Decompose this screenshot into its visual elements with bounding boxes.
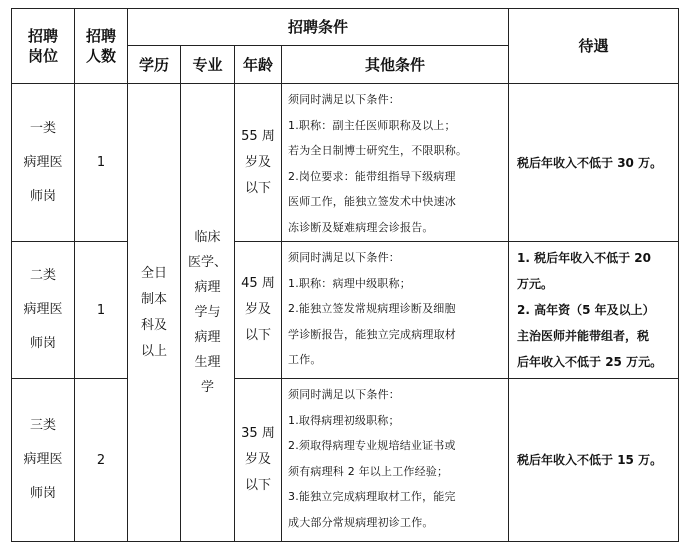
header-major: 专业 [181,46,235,84]
post-line: 师岗 [29,188,56,204]
major-cell [181,84,235,542]
age-line: 岁及 [244,154,271,170]
condition-line: 成大部分常规病理初诊工作。 [288,515,434,529]
major-line: 临床 [194,230,221,245]
age-cell [235,379,282,542]
benefit-line: 主治医师并能带组者，税 [517,329,650,343]
benefit-cell [509,84,679,242]
major-line: 病理 [194,330,221,345]
count-cell: 1 [75,84,128,242]
condition-line: 须同时满足以下条件： [288,93,400,106]
post-line: 病理医 [23,452,63,467]
table-row [12,379,679,542]
header-edu: 学历 [128,46,181,84]
header-count-line: 人数 [85,47,116,65]
age-line: 45 周 [241,276,275,291]
condition-line: 2.能独立签发常规病理诊断及细胞 [288,302,456,315]
header-post-line: 岗位 [27,47,58,65]
post-line: 二类 [29,268,56,283]
condition-line: 须同时满足以下条件： [288,388,400,401]
benefit-line: 2. 高年资（5 年及以上） [517,303,655,317]
header-post [12,9,75,84]
post-line: 师岗 [29,336,56,351]
header-other: 其他条件 [282,46,509,84]
edu-line: 制本 [140,291,167,307]
header-age: 年龄 [235,46,282,84]
other-conditions-cell [282,242,509,379]
age-line: 35 周 [241,426,275,441]
condition-line: 若为全日制博士研究生，不限职称。 [288,144,468,157]
header-benefit: 待遇 [509,9,679,84]
condition-line: 工作。 [288,353,322,366]
major-line: 医学、 [187,255,227,270]
benefit-cell [509,242,679,379]
post-line: 病理医 [23,154,63,170]
post-line: 一类 [29,120,56,136]
post-line: 三类 [29,418,56,433]
benefit-line: 税后年收入不低于 30 万。 [517,155,663,170]
condition-line: 冻诊断及疑难病理会诊报告。 [288,220,434,234]
recruitment-table [11,8,679,542]
age-line: 岁及 [244,452,271,467]
benefit-line: 万元。 [517,277,554,291]
condition-line: 学诊断报告，能独立完成病理取材 [288,327,456,341]
edu-line: 全日 [140,265,167,281]
count-cell: 1 [75,242,128,379]
post-cell [12,242,75,379]
edu-line: 科及 [140,317,167,333]
age-cell [235,242,282,379]
major-line: 学 [200,380,214,395]
post-cell [12,379,75,542]
other-conditions-cell [282,379,509,542]
age-line: 岁及 [244,302,271,317]
condition-line: 1.职称：病理中级职称； [288,276,411,290]
condition-line: 2.岗位要求：能带组指导下级病理 [288,169,456,183]
condition-line: 3.能独立完成病理取材工作，能完 [288,490,456,503]
age-line: 以下 [244,328,271,343]
condition-line: 须有病理科 2 年以上工作经验； [288,464,449,478]
post-cell [12,84,75,242]
age-line: 以下 [244,478,271,493]
condition-line: 医师工作，能独立签发术中快速冰 [288,195,456,208]
benefit-cell [509,379,679,542]
condition-line: 1.取得病理初级职称； [288,413,400,427]
table-row [12,242,679,379]
condition-line: 须同时满足以下条件： [288,251,400,264]
post-line: 师岗 [29,486,56,501]
benefit-line: 1. 税后年收入不低于 20 [517,251,651,265]
age-line: 以下 [244,180,271,196]
post-line: 病理医 [23,302,63,317]
major-line: 病理 [194,280,221,295]
condition-line: 1.职称：副主任医师职称及以上； [288,118,456,132]
edu-cell [128,84,181,542]
other-conditions-cell [282,84,509,242]
header-conditions: 招聘条件 [128,9,509,46]
header-count-line: 招聘 [85,27,116,45]
major-line: 生理 [194,355,221,370]
benefit-line: 后年收入不低于 25 万元。 [517,355,663,369]
age-line: 55 周 [241,128,275,144]
age-cell [235,84,282,242]
count-cell: 2 [75,379,128,542]
header-post-line: 招聘 [27,27,58,45]
condition-line: 2.须取得病理专业规培结业证书或 [288,439,456,452]
major-line: 学与 [194,305,221,320]
benefit-line: 税后年收入不低于 15 万。 [517,453,663,467]
header-count [75,9,128,84]
table-row [12,84,679,242]
edu-line: 以上 [140,343,167,359]
